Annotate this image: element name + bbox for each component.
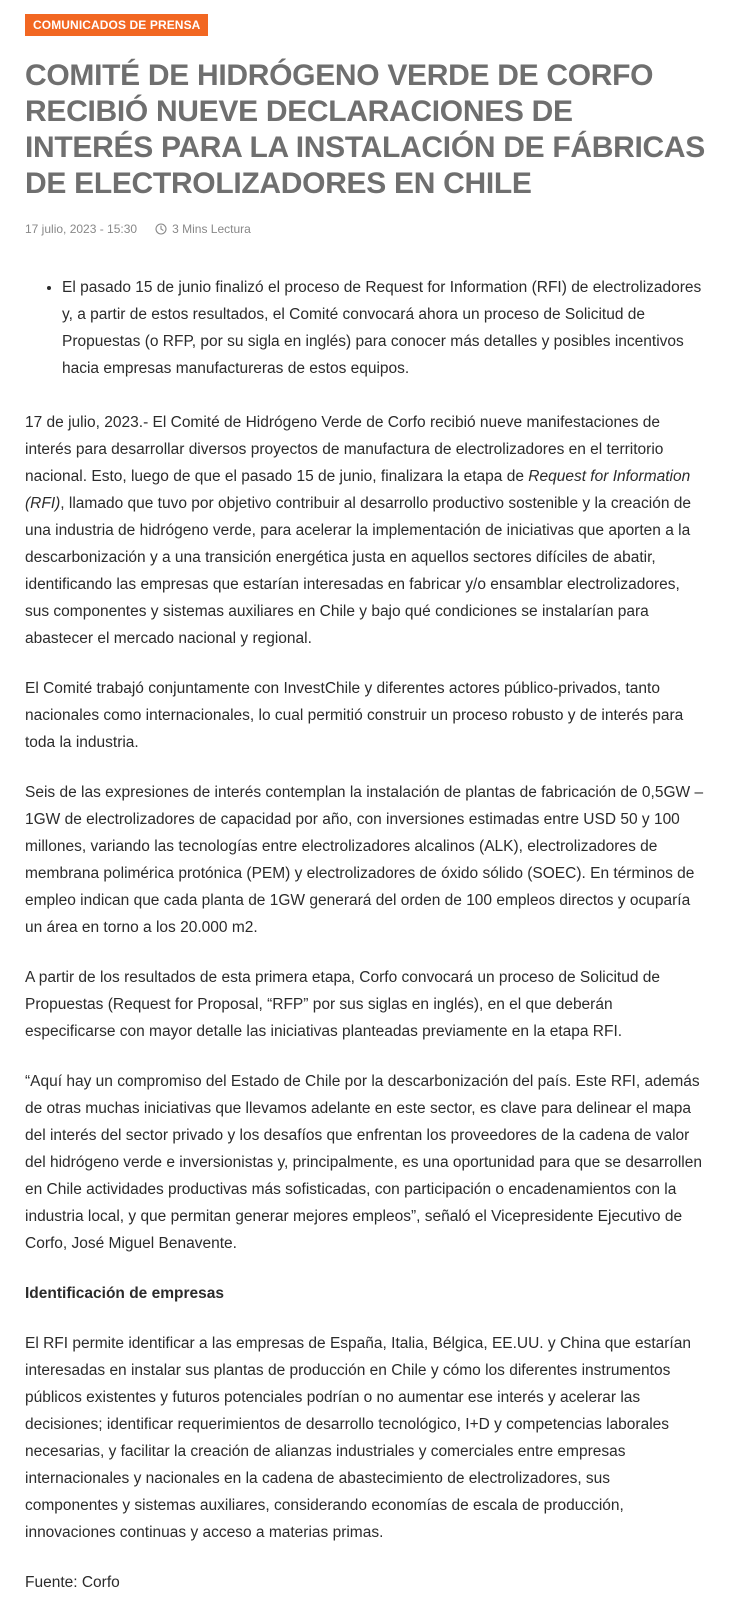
article-title: COMITÉ DE HIDRÓGENO VERDE DE CORFO RECIBIÓ NUEVE DECLARACIONES DE INTERÉS PARA LA INSTALACIÓN DE FÁBRICAS DE ELECTROLIZADORES EN CHILE [25,59,705,200]
paragraph-intro-italic: Request for Information (RFI) [25,468,691,512]
publish-date: 17 julio, 2023 - 15:30 [25,222,138,236]
paragraph-rfp: A partir de los resultados de esta primera etapa, Corfo convocará un proceso de Solicitud de Propuestas (Request for Proposal, “RFP” por sus siglas en inglés), en el que deberán especificarse con mayor detalle las iniciativas planteadas previamente en la etapa RFI. [25,969,661,1040]
clock-icon [155,223,167,235]
category-badge[interactable]: COMUNICADOS DE PRENSA [25,14,208,36]
paragraph-intro-end: , llamado que tuvo por objetivo contribuir al desarrollo productivo sostenible y la creación de una industria de hidrógeno verde, para acelerar la implementación de iniciativas que aporten a la descarbonización y a una transición energética justa en aquellos sectores difíciles de abatir, identificando las empresas que estarían interesadas en fabricar y/o ensamblar electrolizadores, sus componentes y sistemas auxiliares en Chile y bajo qué condiciones se instalarían para abastecer el mercado nacional y regional. [25,495,691,647]
read-time-label: 3 Mins Lectura [172,222,251,236]
subheading: Identificación de empresas [25,1285,224,1302]
highlight-item: • El pasado 15 de junio finalizó el proceso de Request for Information (RFI) de electrolizadores y, a partir de estos resultados, el Comité convocará ahora un proceso de Solicitud de Propuestas (o RFP, por su sigla en inglés) para conocer más detalles y posibles incentivos hacia empresas manufactureras de estos equipos. [62,274,705,382]
paragraph-investments: Seis de las expresiones de interés contemplan la instalación de plantas de fabricación de 0,5GW – 1GW de electrolizadores de capacidad por año, con inversiones estimadas entre USD 50 y 100 millones, variando las tecnologías entre electrolizadores alcalinos (ALK), electrolizadores de membrana polimérica protónica (PEM) y electrolizadores de óxido sólido (SOEC). En términos de empleo indican que cada planta de 1GW generará del orden de 100 empleos directos y ocuparía un área en torno a los 20.000 m2. [25,784,704,936]
paragraph-companies: El RFI permite identificar a las empresas de España, Italia, Bélgica, EE.UU. y China que estarían interesadas en instalar sus plantas de producción en Chile y cómo los diferentes instrumentos públicos existentes y futuros potenciales podrían o no aumentar ese interés y acelerar las decisiones; identificar requerimientos de desarrollo tecnológico, I+D y competencias laborales necesarias, y facilitar la creación de alianzas industriales y comerciales entre empresas internacionales y nacionales en la cadena de abastecimiento de electrolizadores, sus componentes y sistemas auxiliares, considerando economías de escala de producción, innovaciones continuas y acceso a materias primas. [25,1335,691,1541]
paragraph-intro-start: 17 de julio, 2023.- El Comité de Hidrógeno Verde de Corfo recibió nueve manifestaciones de interés para desarrollar diversos proyectos de manufactura de electrolizadores en el territorio nacional. Esto, luego de que el pasado 15 de junio, finalizara la etapa de [25,414,664,485]
article-body [25,409,705,1596]
paragraph-investchile: El Comité trabajó conjuntamente con InvestChile y diferentes actores público-privados, tanto nacionales como internacionales, lo cual permitió construir un proceso robusto y de interés para toda la industria. [25,680,684,751]
read-time [155,222,251,236]
article-meta [25,222,705,236]
paragraph-intro [25,409,705,652]
source-line: Fuente: Corfo [25,1574,120,1591]
highlights-list [25,274,705,382]
paragraph-quote: “Aquí hay un compromiso del Estado de Chile por la descarbonización del país. Este RFI, además de otras muchas iniciativas que llevamos adelante en este sector, es clave para delinear el mapa del interés del sector privado y los desafíos que enfrentan los proveedores de la cadena de valor del hidrógeno verde e inversionistas y, principalmente, es una oportunidad para que se desarrollen en Chile actividades productivas más sofisticadas, con participación o encadenamientos con la industria local, y que permitan generar mejores empleos”, señaló el Vicepresidente Ejecutivo de Corfo, José Miguel Benavente. [25,1073,702,1252]
